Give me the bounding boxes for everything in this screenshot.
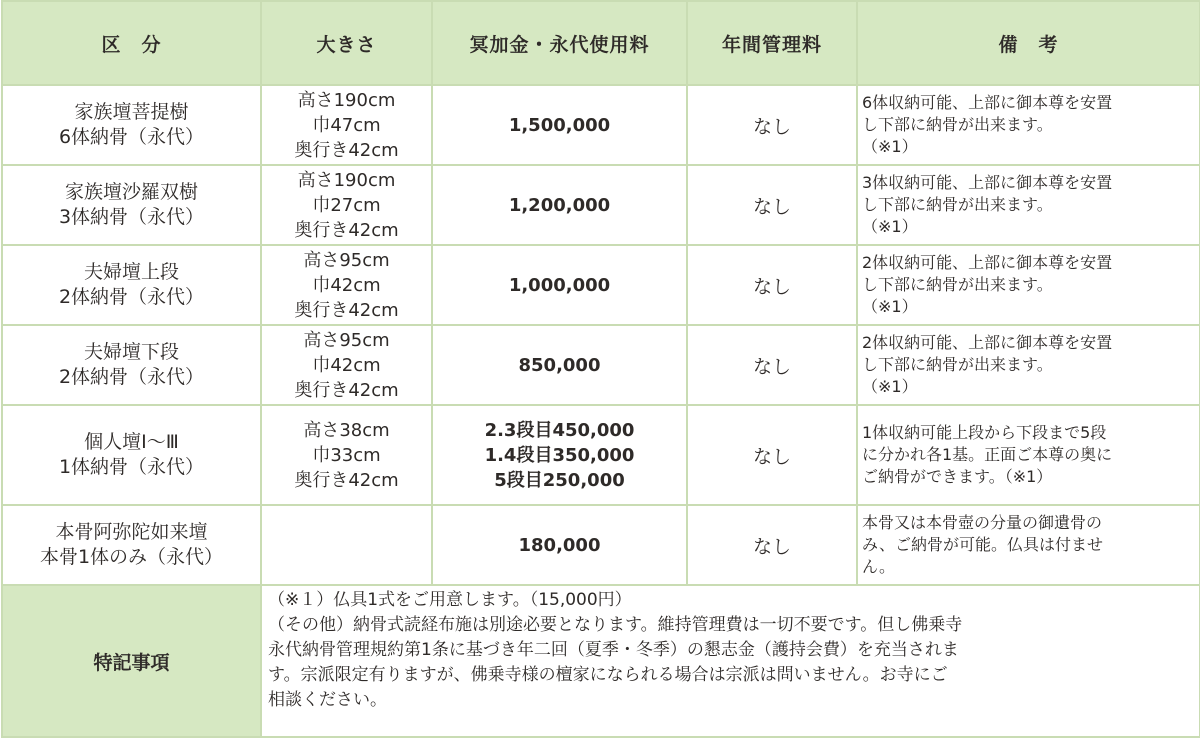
plan-size-line: 奥行き42cm [294,379,399,401]
plan-price-line: 1.4段目350,000 [484,444,635,466]
plan-remark-line: し下部に納骨が出来ます。 [862,355,1053,374]
plan-size-line: 巾47cm [312,114,381,136]
plan-name-line: 夫婦壇上段 [83,261,179,283]
plan-remark-line: 2体収納可能、上部に御本尊を安置 [862,253,1113,272]
plan-name-line: 2体納骨（永代） [58,286,205,308]
plan-remark-line: 3体収納可能、上部に御本尊を安置 [862,173,1113,192]
special-notes-text [261,585,1200,737]
plan-name [2,245,261,325]
plan-size [261,325,432,405]
special-notes-line: す。宗派限定有りますが、佛乗寺様の檀家になられる場合は宗派は問いません。お寺にご [268,665,948,685]
plan-name-line: 3体納骨（永代） [58,206,205,228]
table-row [2,245,1200,325]
plan-size-line: 奥行き42cm [294,299,399,321]
plan-remark-line: に分かれ各1基。正面ご本尊の奥に [862,445,1113,464]
plan-remark [857,165,1200,245]
plan-name-line: 6体納骨（永代） [58,126,205,148]
plan-price-line: 1,200,000 [508,194,611,216]
plan-remark-line: （※1） [862,137,918,156]
table-row [2,405,1200,505]
plan-remark-line: （※1） [862,297,918,316]
plan-price [432,85,687,165]
plan-size-line: 高さ95cm [303,329,390,351]
plan-name [2,405,261,505]
plan-size [261,165,432,245]
plan-remark-line: し下部に納骨が出来ます。 [862,275,1053,294]
plan-remark-line: し下部に納骨が出来ます。 [862,195,1053,214]
table-row [2,325,1200,405]
plan-remark-line: み、ご納骨が可能。仏具は付ませ [862,535,1103,554]
header-remarks: 備 考 [857,1,1200,85]
plan-remark-line: ん。 [862,557,895,576]
header-row [2,1,1200,85]
plan-remark-line: （※1） [862,217,918,236]
plan-price-line: 2.3段目450,000 [484,419,635,441]
plan-price [432,405,687,505]
table-row [2,85,1200,165]
header-annual-fee: 年間管理料 [687,1,857,85]
special-notes-line: （その他）納骨式読経布施は別途必要となります。維持管理費は一切不要です。但し佛乗寺 [268,615,963,635]
plan-remark [857,325,1200,405]
plan-price-line: 850,000 [518,354,601,376]
plan-price [432,505,687,585]
plan-size-line: 巾42cm [312,274,381,296]
plan-annual-fee: なし [687,165,857,245]
plan-name-line: 1体納骨（永代） [58,456,205,478]
plan-remark [857,505,1200,585]
plan-price [432,165,687,245]
plan-name-line: 家族壇菩提樹 [74,101,189,123]
plan-size-line: 奥行き42cm [294,219,399,241]
plan-name [2,165,261,245]
special-notes-label: 特記事項 [2,585,261,737]
plan-size-line: 高さ190cm [297,169,396,191]
plan-price [432,325,687,405]
header-price: 冥加金・永代使用料 [432,1,687,85]
plan-annual-fee: なし [687,85,857,165]
plan-remark [857,85,1200,165]
plan-name-line: 本骨阿弥陀如来壇 [55,521,208,543]
plan-remark-line: （※1） [862,377,918,396]
plan-size-line: 奥行き42cm [294,139,399,161]
plan-price-line: 1,500,000 [508,114,611,136]
plan-name [2,505,261,585]
plan-size-line: 巾42cm [312,354,381,376]
header-size: 大きさ [261,1,432,85]
plan-remark-line: 本骨又は本骨壺の分量の御遺骨の [862,513,1103,532]
plan-price-line: 5段目250,000 [494,469,625,491]
table-row [2,505,1200,585]
special-notes-line: （※１）仏具1式をご用意します。（15,000円） [268,590,632,610]
plan-name-line: 夫婦壇下段 [83,341,179,363]
plan-price [432,245,687,325]
plan-name-line: 家族壇沙羅双樹 [64,181,198,203]
plan-annual-fee: なし [687,405,857,505]
plan-remark [857,245,1200,325]
plan-name-line: 本骨1体のみ（永代） [39,546,224,568]
plan-size-line: 巾33cm [312,444,381,466]
plan-size-line: 高さ190cm [297,89,396,111]
plan-remark [857,405,1200,505]
plan-remark-line: ご納骨ができます。（※1） [862,467,1053,486]
plan-remark-line: 6体収納可能、上部に御本尊を安置 [862,93,1113,112]
plan-name-line: 個人壇Ⅰ～Ⅲ [84,431,179,453]
special-notes-row [2,585,1200,737]
plan-remark-line: 2体収納可能、上部に御本尊を安置 [862,333,1113,352]
special-notes-line: 相談ください。 [268,690,387,710]
plan-price-line: 180,000 [518,534,601,556]
plan-name [2,85,261,165]
plan-name-line: 2体納骨（永代） [58,366,205,388]
special-notes-line: 永代納骨管理規約第1条に基づき年二回（夏季・冬季）の懇志金（護持会費）を充当されま [268,640,959,660]
plan-size [261,505,432,585]
pricing-table [1,0,1200,738]
plan-size [261,245,432,325]
plan-size-line: 高さ38cm [303,419,390,441]
plan-annual-fee: なし [687,245,857,325]
plan-size [261,85,432,165]
plan-size-line: 高さ95cm [303,249,390,271]
table-row [2,165,1200,245]
plan-size-line: 奥行き42cm [294,469,399,491]
plan-size [261,405,432,505]
plan-remark-line: 1体収納可能上段から下段まで5段 [862,423,1107,442]
plan-remark-line: し下部に納骨が出来ます。 [862,115,1053,134]
plan-price-line: 1,000,000 [508,274,611,296]
plan-annual-fee: なし [687,325,857,405]
plan-annual-fee: なし [687,505,857,585]
header-category: 区 分 [2,1,261,85]
plan-size-line: 巾27cm [312,194,381,216]
plan-name [2,325,261,405]
